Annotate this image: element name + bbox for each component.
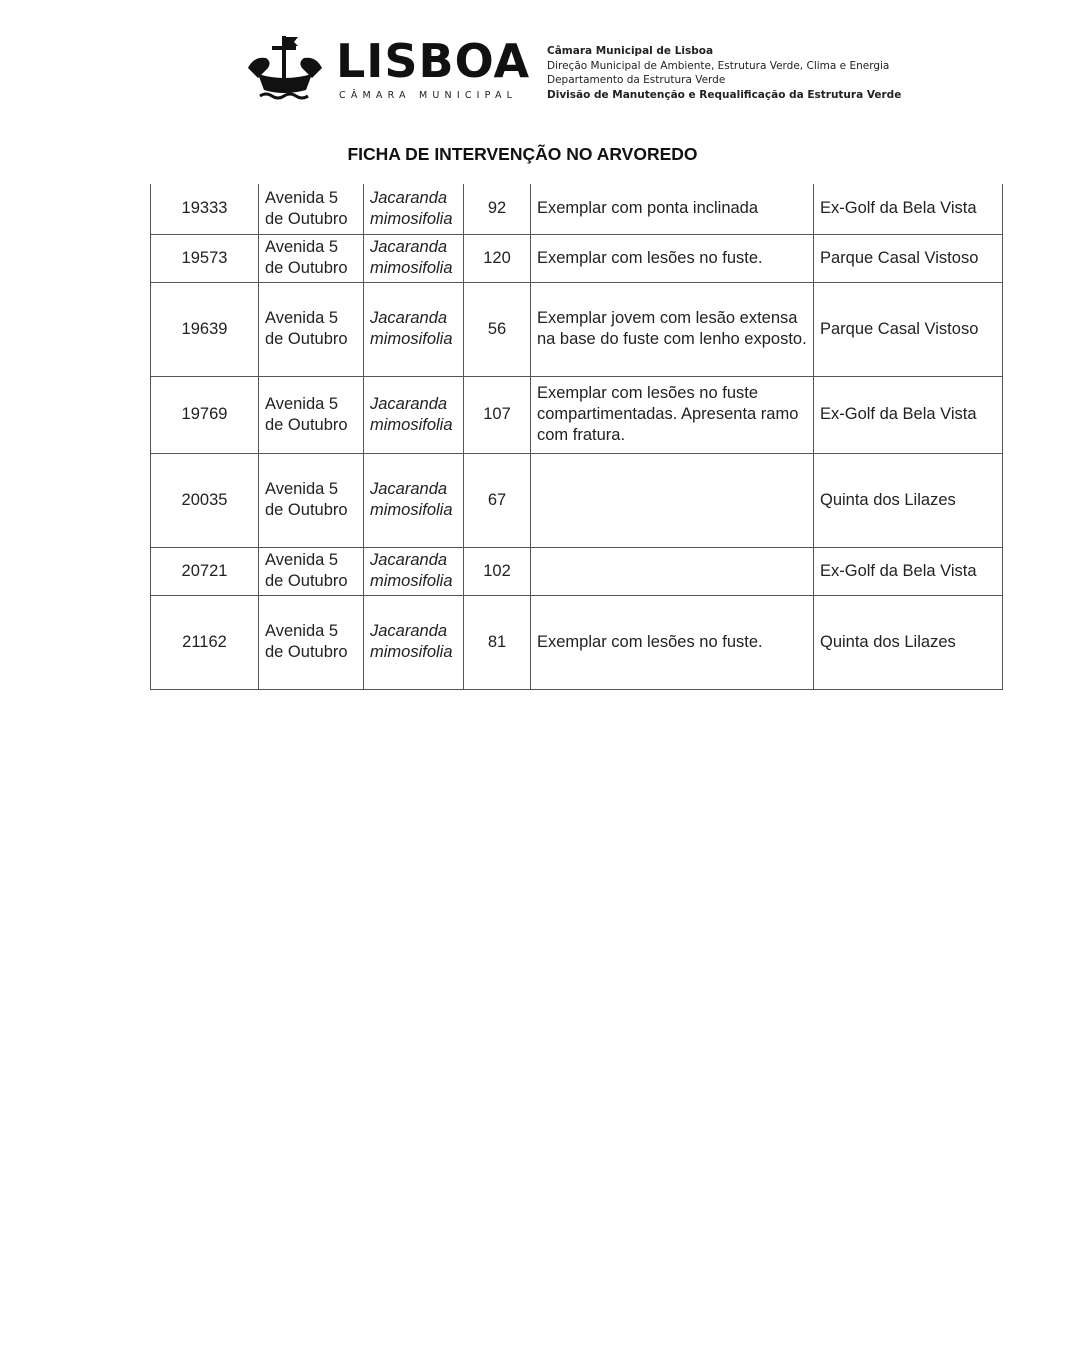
table-row: [151, 453, 1003, 547]
street-cell: Avenida 5 de Outubro: [259, 453, 364, 547]
note-cell: Exemplar jovem com lesão extensa na base do fuste com lenho exposto.: [531, 282, 814, 376]
org-line: Câmara Municipal de Lisboa: [547, 45, 714, 57]
value-cell: 107: [464, 376, 531, 453]
table-row: [151, 282, 1003, 376]
note-cell: Exemplar com lesões no fuste compartimentadas. Apresenta ramo com fratura.: [531, 376, 814, 453]
table-row: [151, 376, 1003, 453]
species-cell: Jacaranda mimosifolia: [364, 282, 464, 376]
value-cell: 102: [464, 547, 531, 595]
street-cell: Avenida 5 de Outubro: [259, 234, 364, 282]
species-cell: Jacaranda mimosifolia: [364, 453, 464, 547]
value-cell: 56: [464, 282, 531, 376]
value-cell: 67: [464, 453, 531, 547]
org-line: Departamento da Estrutura Verde: [547, 74, 726, 86]
letterhead: [244, 34, 904, 106]
location-cell: Ex-Golf da Bela Vista: [814, 376, 1003, 453]
value-cell: 81: [464, 595, 531, 689]
species-cell: Jacaranda mimosifolia: [364, 595, 464, 689]
note-cell: Exemplar com lesões no fuste.: [531, 595, 814, 689]
street-cell: Avenida 5 de Outubro: [259, 595, 364, 689]
row-id: 19573: [151, 234, 259, 282]
table-row: [151, 234, 1003, 282]
street-cell: Avenida 5 de Outubro: [259, 282, 364, 376]
note-cell: [531, 453, 814, 547]
species-cell: Jacaranda mimosifolia: [364, 376, 464, 453]
location-cell: Parque Casal Vistoso: [814, 282, 1003, 376]
organization-block: [547, 44, 901, 102]
document-title: FICHA DE INTERVENÇÃO NO ARVOREDO: [347, 144, 698, 164]
value-cell: 92: [464, 184, 531, 234]
table-row: [151, 184, 1003, 234]
location-cell: Quinta dos Lilazes: [814, 595, 1003, 689]
table-row: [151, 595, 1003, 689]
location-cell: Ex-Golf da Bela Vista: [814, 184, 1003, 234]
row-id: 21162: [151, 595, 259, 689]
row-id: 20721: [151, 547, 259, 595]
street-cell: Avenida 5 de Outubro: [259, 547, 364, 595]
table-row: [151, 547, 1003, 595]
org-line: Divisão de Manutenção e Requalificação da Estrutura Verde: [547, 88, 902, 101]
row-id: 19769: [151, 376, 259, 453]
row-id: 19639: [151, 282, 259, 376]
row-id: 20035: [151, 453, 259, 547]
location-cell: Quinta dos Lilazes: [814, 453, 1003, 547]
note-cell: Exemplar com ponta inclinada: [531, 184, 814, 234]
tree-intervention-table: [150, 184, 1003, 690]
note-cell: Exemplar com lesões no fuste.: [531, 234, 814, 282]
row-id: 19333: [151, 184, 259, 234]
street-cell: Avenida 5 de Outubro: [259, 376, 364, 453]
org-line: Direção Municipal de Ambiente, Estrutura Verde, Clima e Energia: [547, 59, 890, 72]
street-cell: Avenida 5 de Outubro: [259, 184, 364, 234]
logo-subtitle: CÂMARA MUNICIPAL: [339, 90, 518, 101]
species-cell: Jacaranda mimosifolia: [364, 234, 464, 282]
location-cell: Ex-Golf da Bela Vista: [814, 547, 1003, 595]
location-cell: Parque Casal Vistoso: [814, 234, 1003, 282]
species-cell: Jacaranda mimosifolia: [364, 547, 464, 595]
value-cell: 120: [464, 234, 531, 282]
note-cell: [531, 547, 814, 595]
lisboa-ship-emblem-icon: [244, 34, 326, 104]
logo-wordmark: LISBOA: [336, 34, 531, 88]
species-cell: Jacaranda mimosifolia: [364, 184, 464, 234]
